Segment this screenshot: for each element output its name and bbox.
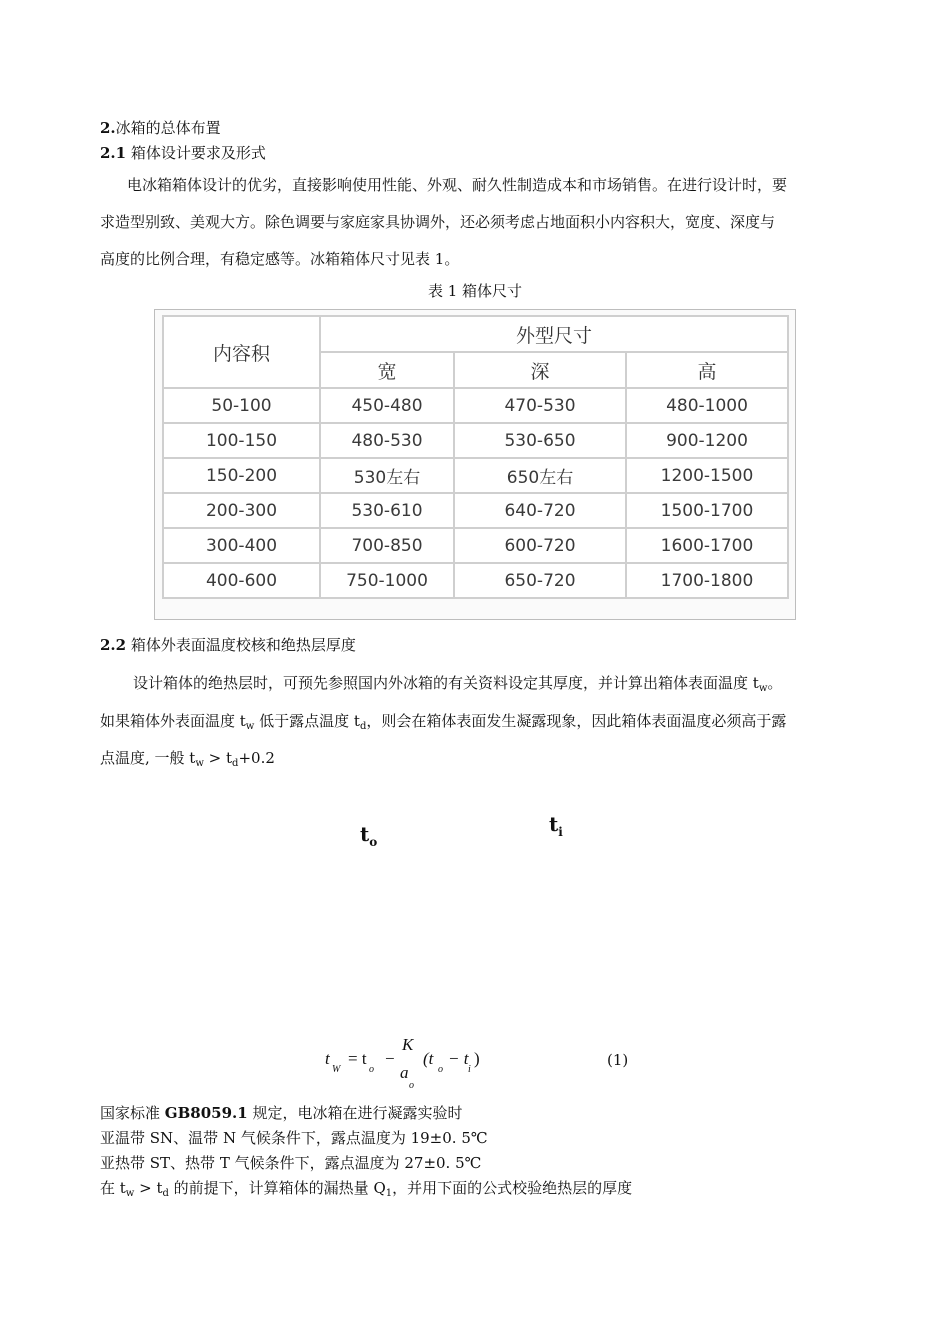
- cell-height: 1600-1700: [626, 528, 788, 563]
- cell-height: 900-1200: [626, 423, 788, 458]
- header-volume: 内容积: [163, 316, 320, 388]
- cell-height: 480-1000: [626, 388, 788, 423]
- cell-depth: 640-720: [454, 493, 626, 528]
- table-caption: 表 1 箱体尺寸: [427, 282, 523, 300]
- tail-line-1: 国家标准 GB8059.1 规定，电冰箱在进行凝露实验时: [100, 1104, 463, 1122]
- dimension-table: [162, 315, 789, 599]
- paragraph-1-line-2: 求造型别致、美观大方。除色调要与家庭家具协调外，还必须考虑占地面积小内容积大，宽度、深度与: [100, 213, 776, 231]
- section-title: 箱体设计要求及形式: [126, 144, 266, 162]
- paragraph-1-line-3: 高度的比例合理，有稳定感等。冰箱箱体尺寸见表 1。: [100, 250, 460, 268]
- table-row: [163, 528, 788, 563]
- cell-width: 530左右: [320, 458, 454, 493]
- tail-line-4: 在 $t_w > t_d$ 的前提下，计算箱体的漏热量 $Q_1$，并用下面的公式校验绝热层的厚度: [100, 1179, 633, 1199]
- header-width: 宽: [320, 352, 454, 388]
- paragraph-1-line-1: 电冰箱箱体设计的优劣，直接影响使用性能、外观、耐久性制造成本和市场销售。在进行设计时，要: [127, 176, 788, 194]
- tail-line-3: 亚热带 ST、热带 T 气候条件下，露点温度为 27±0. 5℃: [100, 1154, 482, 1172]
- cell-volume: 200-300: [163, 493, 320, 528]
- section-number: 2.1: [100, 144, 127, 162]
- section-title: 箱体外表面温度校核和绝热层厚度: [126, 636, 356, 654]
- cell-height: 1200-1500: [626, 458, 788, 493]
- header-depth: 深: [454, 352, 626, 388]
- figure-label-to: $t_o$: [360, 822, 378, 849]
- section-number: 2.: [100, 119, 116, 137]
- paragraph-2-line-1: 设计箱体的绝热层时，可预先参照国内外冰箱的有关资料设定其厚度，并计算出箱体表面温度 $t_w$。: [133, 674, 783, 694]
- table-row: [163, 493, 788, 528]
- table-row: [163, 423, 788, 458]
- cell-volume: 50-100: [163, 388, 320, 423]
- paragraph-2-line-2: 如果箱体外表面温度 $t_w$ 低于露点温度 $t_d$，则会在箱体表面发生凝露现象，因此箱体表面温度必须高于露: [100, 712, 787, 732]
- cell-width: 450-480: [320, 388, 454, 423]
- cell-volume: 400-600: [163, 563, 320, 598]
- cell-volume: 300-400: [163, 528, 320, 563]
- section-2-1-heading: [100, 143, 266, 163]
- cell-depth: 530-650: [454, 423, 626, 458]
- cell-width: 480-530: [320, 423, 454, 458]
- formula-number: (1): [607, 1051, 629, 1069]
- cell-height: 1500-1700: [626, 493, 788, 528]
- table-row: [163, 458, 788, 493]
- table-row: [163, 563, 788, 598]
- section-2-heading: [100, 118, 221, 138]
- header-outer-size: 外型尺寸: [320, 316, 788, 352]
- cell-depth: 650左右: [454, 458, 626, 493]
- table-row: [163, 388, 788, 423]
- cell-width: 530-610: [320, 493, 454, 528]
- cell-depth: 650-720: [454, 563, 626, 598]
- tail-line-2: 亚温带 SN、温带 N 气候条件下，露点温度为 19±0. 5℃: [100, 1129, 488, 1147]
- figure-label-ti: $t_i$: [549, 812, 563, 839]
- header-height: 高: [626, 352, 788, 388]
- cell-depth: 600-720: [454, 528, 626, 563]
- paragraph-2-line-3: 点温度, 一般 $t_w > t_d+0.2$: [100, 749, 275, 769]
- section-number: 2.2: [100, 636, 127, 654]
- formula-1: t W = t o − K a o (t o − t i ): [325, 1035, 480, 1091]
- cell-width: 750-1000: [320, 563, 454, 598]
- cell-depth: 470-530: [454, 388, 626, 423]
- cell-width: 700-850: [320, 528, 454, 563]
- cell-height: 1700-1800: [626, 563, 788, 598]
- section-2-2-heading: [100, 635, 356, 655]
- cell-volume: 100-150: [163, 423, 320, 458]
- cell-volume: 150-200: [163, 458, 320, 493]
- section-title: 冰箱的总体布置: [115, 119, 221, 137]
